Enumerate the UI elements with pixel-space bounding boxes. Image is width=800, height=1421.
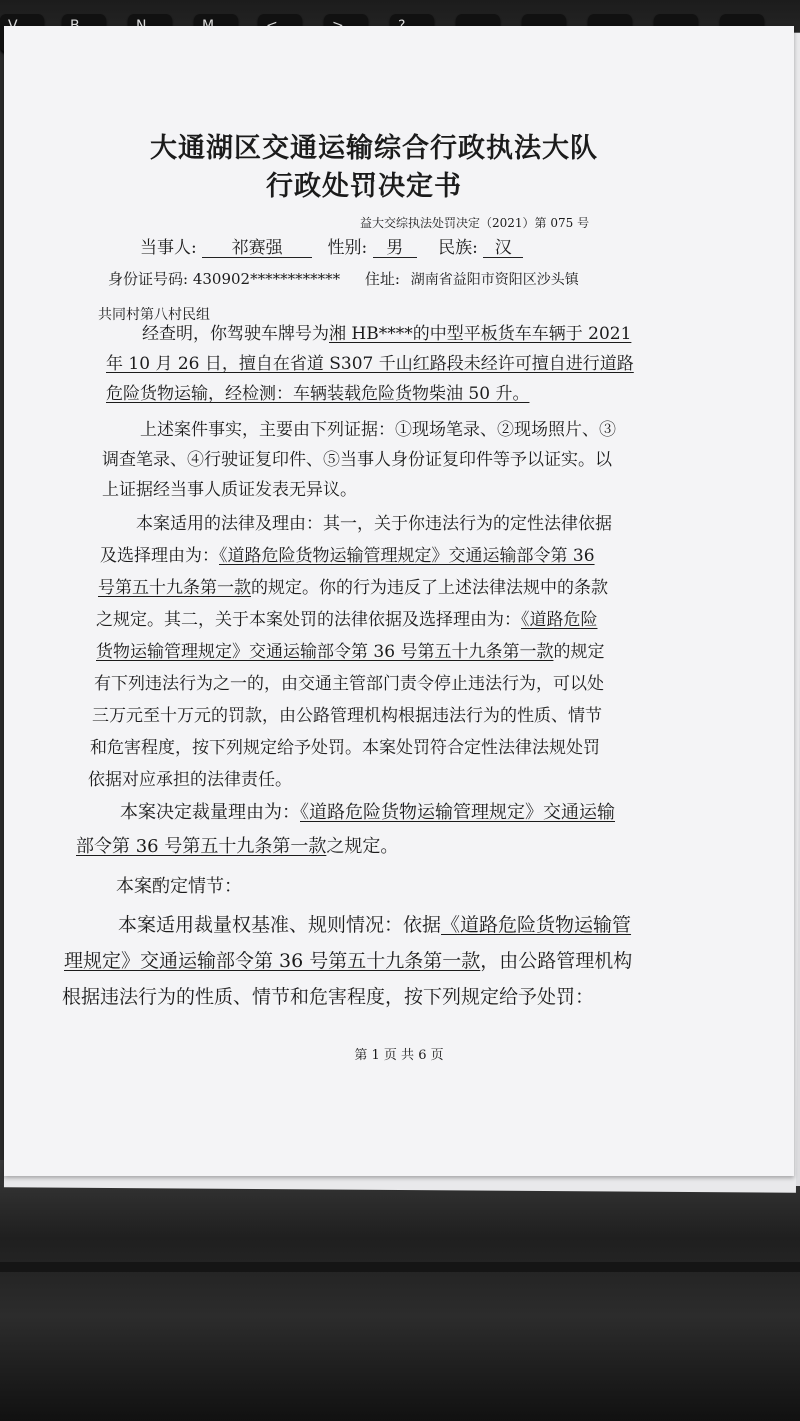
- p3-line4: [96, 612, 598, 629]
- p4-line2-text: 之规定。: [326, 836, 399, 857]
- p3-line5-underlined: 货物运输管理规定》交通运输部令第 36 号第五十九条第一款: [96, 642, 554, 662]
- p1-line1: [142, 326, 631, 343]
- p4-line2-underlined: 部令第 36 号第五十九条第一款: [76, 836, 327, 857]
- ethnicity-label: 民族:: [438, 238, 478, 258]
- p2-line1: 上述案件事实，主要由下列证据：①现场笔录、②现场照片、③: [140, 420, 616, 440]
- p3-line3: [98, 580, 608, 597]
- p3-line9: 依据对应承担的法律责任。: [88, 770, 292, 790]
- address-value: 湖南省益阳市资阳区沙头镇: [410, 272, 579, 288]
- document-page: [4, 26, 794, 1176]
- document-number: 益大交综执法处罚决定（2021）第 075 号: [360, 216, 590, 230]
- gender-label: 性别:: [327, 238, 368, 258]
- p1-line1-text: 经查明，你驾驶车牌号为: [142, 324, 329, 344]
- p6-line1: [118, 916, 631, 935]
- p6-line1-text: 本案适用裁量权基准、规则情况：依据: [118, 914, 442, 936]
- page-footer: 第 1 页 共 6 页: [354, 1048, 444, 1063]
- p4-line1-underlined: 《道路危险货物运输管理规定》交通运输: [300, 802, 615, 823]
- p2-line2: 调查笔录、④行驶证复印件、⑤当事人身份证复印件等予以证实。以: [102, 450, 612, 470]
- document-title: 大通湖区交通运输综合行政执法大队: [150, 133, 598, 164]
- p6-line3: 根据违法行为的性质、情节和危害程度，按下列规定给予处罚：: [62, 986, 595, 1008]
- p3-line3-text: 的规定。你的行为违反了上述法律法规中的条款: [251, 578, 608, 598]
- party-label: 当事人:: [140, 238, 197, 258]
- p1-line2: 年 10 月 26 日，擅自在省道 S307 千山红路段未经许可擅自进行道路: [106, 354, 634, 374]
- p3-line2: [100, 548, 595, 565]
- p3-line2-text: 及选择理由为：: [100, 546, 219, 566]
- p3-line1: 本案适用的法律及理由：其一，关于你违法行为的定性法律依据: [136, 514, 612, 534]
- ethnicity-value: 汉: [483, 240, 523, 258]
- p5-line1: 本案酌定情节：: [116, 876, 242, 897]
- id-label: 身份证号码:: [108, 270, 189, 288]
- p1-line3: 危险货物运输，经检测：车辆装载危险货物柴油 50 升。: [106, 384, 530, 404]
- party-row: [140, 240, 523, 258]
- desk: [0, 1160, 800, 1421]
- p6-line2-underlined: 理规定》交通运输部令第 36 号第五十九条第一款: [64, 950, 481, 972]
- p3-line7: 三万元至十万元的罚款，由公路管理机构根据违法行为的性质、情节: [92, 706, 602, 726]
- p4-line1: [120, 804, 615, 822]
- p1-line1-underlined: 湘 HB****的中型平板货车车辆于 2021: [329, 324, 632, 344]
- p3-line3-underlined: 号第五十九条第一款: [98, 578, 251, 598]
- id-value: 430902************: [192, 270, 341, 288]
- address-label: 住址:: [364, 270, 400, 288]
- gender-value: 男: [373, 240, 417, 258]
- p4-line1-text: 本案决定裁量理由为：: [120, 802, 300, 823]
- desk-edge: [0, 1262, 800, 1272]
- p3-line2-underlined: 《道路危险货物运输管理规定》交通运输部令第 36: [219, 546, 595, 566]
- address-line2: 共同村第八村民组: [98, 307, 210, 323]
- party-name: 祁赛强: [202, 240, 312, 258]
- p3-line5-text: 的规定: [553, 642, 605, 662]
- p6-line2-text: ，由公路管理机构: [480, 950, 633, 972]
- id-row: [108, 272, 579, 287]
- p6-line1-underlined: 《道路危险货物运输管: [441, 914, 632, 936]
- p3-line8: 和危害程度，按下列规定给予处罚。本案处罚符合定性法律法规处罚: [90, 738, 600, 758]
- p3-line6: 有下列违法行为之一的，由交通主管部门责令停止违法行为，可以处: [94, 674, 604, 694]
- p3-line4-text: 之规定。其二，关于本案处罚的法律依据及选择理由为：: [96, 610, 521, 630]
- document-subtitle: 行政处罚决定书: [266, 171, 462, 202]
- p3-line4-underlined: 《道路危险: [521, 610, 598, 630]
- p6-line2: [64, 952, 632, 971]
- p4-line2: [76, 838, 398, 856]
- p3-line5: [96, 644, 604, 661]
- p2-line3: 上证据经当事人质证发表无异议。: [102, 480, 357, 500]
